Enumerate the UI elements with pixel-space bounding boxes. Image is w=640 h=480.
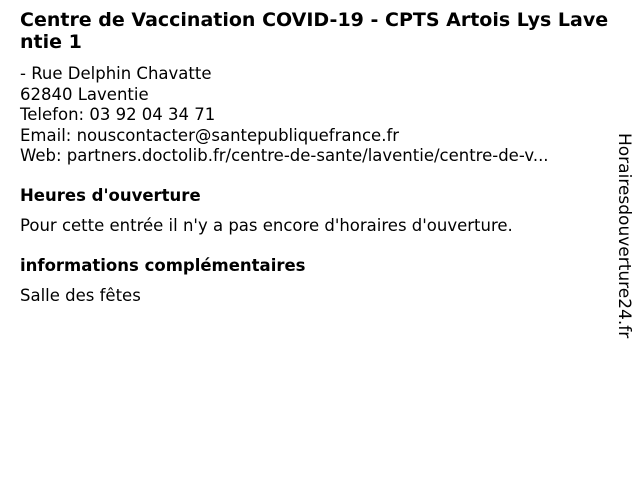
place-details	[20, 9, 610, 306]
additional-info-heading: informations complémentaires	[20, 255, 306, 275]
site-brand-label: Horairesdouverture24.fr	[614, 133, 634, 339]
postal-city: 62840 Laventie	[20, 84, 149, 104]
opening-hours-heading: Heures d'ouverture	[20, 185, 201, 205]
web-line[interactable]: Web: partners.doctolib.fr/centre-de-sante/laventie/centre-de-v...	[20, 146, 549, 165]
opening-hours-text: Pour cette entrée il n'y a pas encore d'horaires d'ouverture.	[20, 215, 513, 235]
street-address: - Rue Delphin Chavatte	[20, 64, 212, 83]
place-title: Centre de Vaccination COVID-19 - CPTS Artois Lys Laventie 1	[20, 9, 609, 53]
additional-info-text: Salle des fêtes	[20, 285, 141, 305]
phone-line[interactable]: Telefon: 03 92 04 34 71	[20, 105, 216, 124]
email-line[interactable]: Email: nouscontacter@santepubliquefrance.fr	[20, 125, 400, 145]
address-block	[20, 64, 610, 167]
